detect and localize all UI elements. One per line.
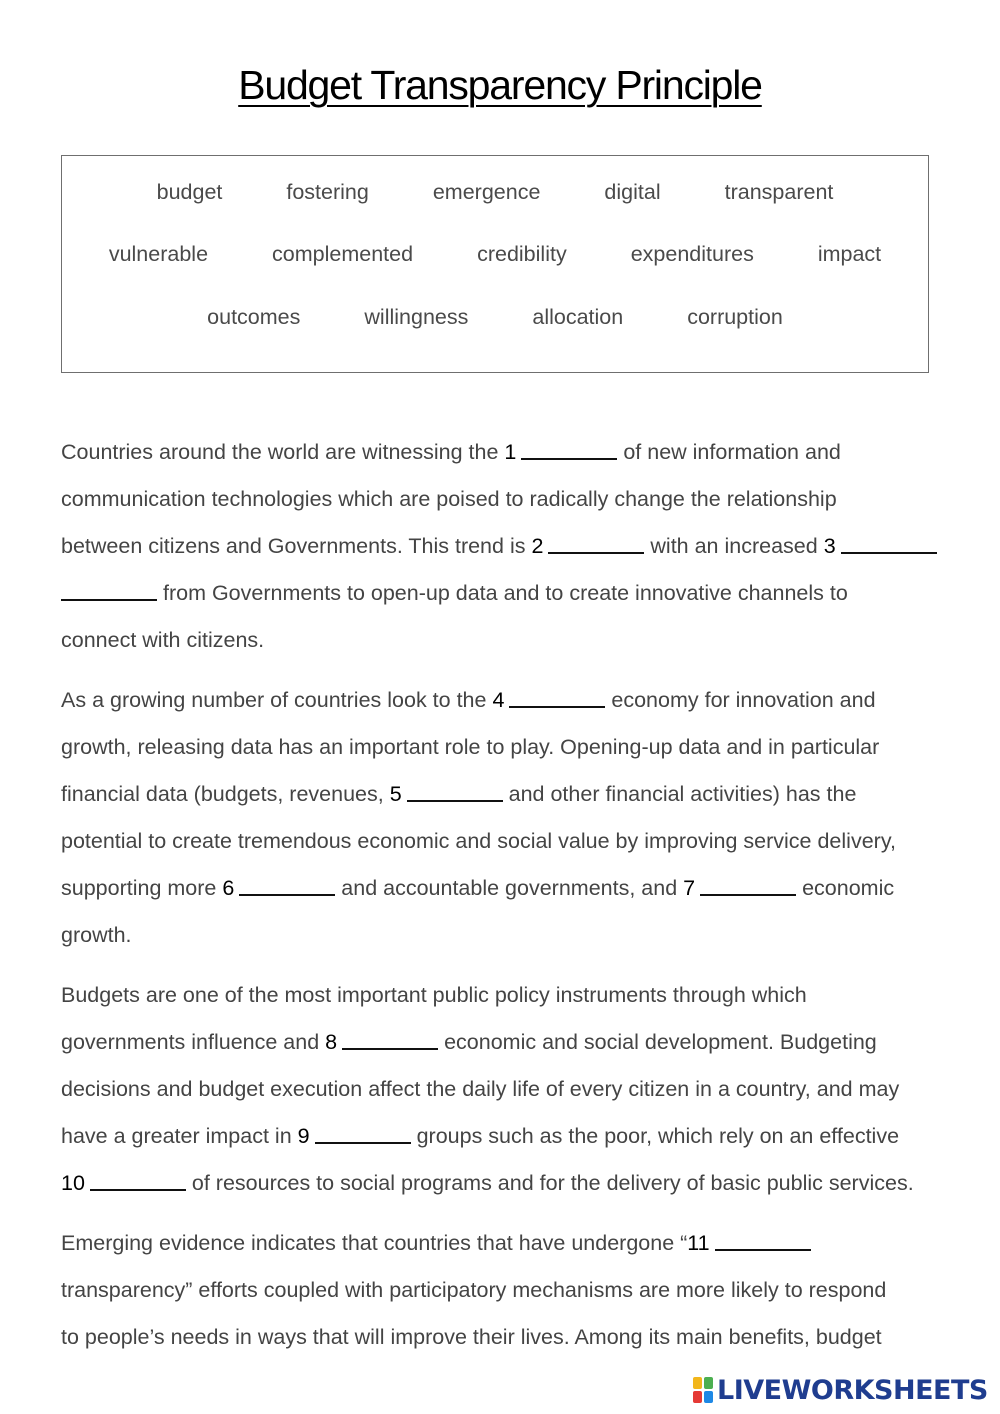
blank-number: 9	[297, 1124, 310, 1148]
passage-text: to people’s needs in ways that will improve their lives. Among its main benefits, budget	[61, 1325, 882, 1349]
passage-line	[61, 782, 856, 807]
answer-blank[interactable]	[342, 1048, 438, 1050]
answer-blank[interactable]	[315, 1142, 411, 1144]
word-bank-item[interactable]: corruption	[687, 305, 783, 329]
passage-text: of resources to social programs and for the delivery of basic public services.	[185, 1171, 914, 1195]
word-bank-item[interactable]: digital	[604, 180, 661, 204]
passage-line	[61, 1030, 877, 1055]
passage-line	[61, 628, 264, 653]
passage-text: transparency” efforts coupled with participatory mechanisms are more likely to respond	[61, 1278, 887, 1302]
word-bank-item[interactable]: outcomes	[207, 305, 301, 329]
passage-text: growth.	[61, 923, 132, 947]
blank-number: 7	[683, 876, 696, 900]
logo-color-block	[704, 1377, 713, 1389]
answer-blank[interactable]	[700, 894, 796, 896]
word-bank-item[interactable]: willingness	[364, 305, 469, 329]
passage-text: growth, releasing data has an important role to play. Opening-up data and in particular	[61, 735, 880, 759]
passage-text: economy for innovation and	[605, 688, 876, 712]
passage-line	[61, 1077, 899, 1102]
answer-blank[interactable]	[521, 458, 617, 460]
passage-line	[61, 876, 894, 901]
logo-color-block	[693, 1391, 702, 1403]
word-bank-item[interactable]: budget	[156, 180, 223, 204]
word-bank-item[interactable]: complemented	[272, 242, 414, 266]
passage-text: with an increased	[644, 534, 824, 558]
blank-number: 10	[61, 1171, 85, 1195]
answer-blank[interactable]	[239, 894, 335, 896]
passage-text: connect with citizens.	[61, 628, 265, 652]
answer-blank[interactable]	[548, 552, 644, 554]
passage-line	[61, 487, 837, 512]
passage-text: financial data (budgets, revenues,	[61, 782, 390, 806]
blank-number: 11	[687, 1231, 710, 1255]
blank-number: 2	[531, 534, 544, 558]
passage-line	[61, 1231, 811, 1256]
passage-line	[61, 1124, 899, 1149]
passage-line	[61, 1278, 886, 1303]
passage-text: potential to create tremendous economic and social value by improving service delivery,	[61, 829, 896, 853]
passage-text: Budgets are one of the most important public policy instruments through which	[61, 983, 807, 1007]
passage-text: of new information and	[617, 440, 841, 464]
liveworksheets-logo	[693, 1372, 988, 1408]
passage-text: governments influence and	[61, 1030, 326, 1054]
word-bank-item[interactable]: vulnerable	[108, 242, 209, 266]
answer-blank[interactable]	[407, 800, 503, 802]
liveworksheets-logo-icon	[693, 1377, 713, 1403]
blank-number: 1	[504, 440, 517, 464]
answer-blank[interactable]	[61, 599, 157, 601]
blank-number: 6	[222, 876, 235, 900]
word-bank-row-2	[62, 242, 928, 267]
passage-line	[61, 1325, 882, 1350]
blank-number: 4	[492, 688, 505, 712]
word-bank-item[interactable]: transparent	[724, 180, 834, 204]
passage-text: between citizens and Governments. This trend is	[61, 534, 532, 558]
word-bank-item[interactable]: fostering	[286, 180, 369, 204]
word-bank-row-1	[62, 180, 928, 205]
passage-text: decisions and budget execution affect the daily life of every citizen in a country, and may	[61, 1077, 900, 1101]
answer-blank[interactable]	[509, 706, 605, 708]
passage-line	[61, 1171, 914, 1196]
word-bank-item[interactable]: expenditures	[630, 242, 754, 266]
answer-blank[interactable]	[841, 552, 937, 554]
blank-number: 5	[389, 782, 402, 806]
passage-line	[61, 440, 841, 465]
passage-text: groups such as the poor, which rely on an effective	[410, 1124, 900, 1148]
passage-line	[61, 688, 876, 713]
liveworksheets-logo-text: LIVEWORKSHEETS	[717, 1374, 988, 1406]
passage-line	[61, 829, 896, 854]
page-title: Budget Transparency Principle	[238, 62, 762, 108]
logo-color-block	[693, 1377, 702, 1389]
word-bank-item[interactable]: allocation	[532, 305, 624, 329]
passage-text: economic and social development. Budgeting	[438, 1030, 877, 1054]
passage-text: Countries around the world are witnessing the	[61, 440, 505, 464]
word-bank-item[interactable]: impact	[817, 242, 882, 266]
passage-text: and other financial activities) has the	[502, 782, 857, 806]
passage-text: As a growing number of countries look to the	[61, 688, 493, 712]
passage-text: Emerging evidence indicates that countries that have undergone “	[61, 1231, 688, 1255]
answer-blank[interactable]	[715, 1249, 811, 1251]
passage-text: economic	[796, 876, 895, 900]
passage-line	[61, 923, 132, 948]
passage-line	[61, 581, 848, 606]
passage-line	[61, 983, 807, 1008]
passage-line	[61, 534, 937, 559]
passage-text: communication technologies which are poised to radically change the relationship	[61, 487, 837, 511]
blank-number: 3	[823, 534, 836, 558]
passage-text: supporting more	[61, 876, 223, 900]
word-bank	[61, 155, 929, 373]
word-bank-item[interactable]: emergence	[432, 180, 541, 204]
passage-text: from Governments to open-up data and to create innovative channels to	[157, 581, 848, 605]
answer-blank[interactable]	[90, 1189, 186, 1191]
passage-text: have a greater impact in	[61, 1124, 298, 1148]
word-bank-item[interactable]: credibility	[477, 242, 567, 266]
passage-line	[61, 735, 879, 760]
logo-color-block	[704, 1391, 713, 1403]
blank-number: 8	[325, 1030, 338, 1054]
passage-text: and accountable governments, and	[335, 876, 684, 900]
word-bank-row-3	[62, 305, 928, 330]
